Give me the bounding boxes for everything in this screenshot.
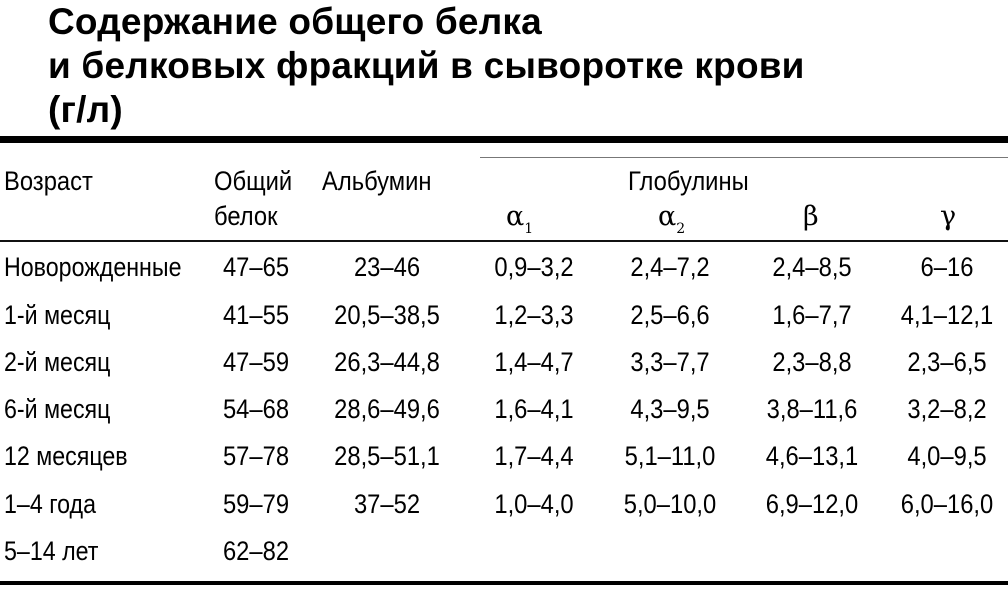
- globulins-span-rule: [480, 157, 1008, 158]
- cell-age: 1-й месяц: [4, 300, 111, 330]
- cell-a2: 3,3–7,7: [630, 347, 710, 377]
- cell-beta: 4,6–13,1: [765, 441, 859, 471]
- bottom-rule: [0, 581, 1008, 585]
- cell-age: 5–14 лет: [4, 536, 99, 566]
- cell-a1: 0,9–3,2: [494, 252, 574, 282]
- cell-beta: 2,3–8,8: [772, 347, 852, 377]
- header-gamma: γ: [940, 201, 957, 232]
- alpha1-subscript: 1: [524, 221, 534, 237]
- cell-total: 59–79: [222, 489, 290, 519]
- cell-gamma: 2,3–6,5: [907, 347, 987, 377]
- header-age: Возраст: [4, 166, 93, 196]
- cell-age: 12 месяцев: [4, 441, 128, 471]
- cell-a1: 1,4–4,7: [494, 347, 574, 377]
- cell-a1: 1,7–4,4: [494, 441, 574, 471]
- cell-albumin: 20,5–38,5: [334, 300, 440, 330]
- cell-total: 62–82: [222, 536, 290, 566]
- cell-beta: 6,9–12,0: [765, 489, 859, 519]
- cell-total: 47–59: [222, 347, 290, 377]
- header-globulins: Глобулины: [628, 166, 749, 196]
- cell-a2: 2,5–6,6: [630, 300, 710, 330]
- cell-albumin: 28,6–49,6: [334, 394, 440, 424]
- cell-gamma: 4,0–9,5: [907, 441, 987, 471]
- cell-a1: 1,6–4,1: [494, 394, 574, 424]
- title-line-1: Содержание общего белка: [48, 1, 542, 42]
- title-line-3: (г/л): [48, 89, 123, 130]
- alpha2-symbol: α: [658, 201, 677, 232]
- cell-age: 6-й месяц: [4, 394, 111, 424]
- title-line-2: и белковых фракций в сыворотке крови: [48, 45, 805, 86]
- header-total-protein-line1: Общий: [214, 166, 293, 196]
- cell-gamma: 6,0–16,0: [900, 489, 994, 519]
- cell-age: 1–4 года: [4, 489, 97, 519]
- cell-a2: 5,0–10,0: [623, 489, 717, 519]
- header-rule: [0, 240, 1008, 242]
- cell-age: Новорожденные: [4, 252, 182, 282]
- cell-age: 2-й месяц: [4, 347, 111, 377]
- alpha1-symbol: α: [506, 201, 525, 232]
- cell-beta: 1,6–7,7: [772, 300, 852, 330]
- cell-gamma: 6–16: [920, 252, 974, 282]
- cell-a1: 1,2–3,3: [494, 300, 574, 330]
- cell-a2: 4,3–9,5: [630, 394, 710, 424]
- cell-a1: 1,0–4,0: [494, 489, 574, 519]
- header-total-protein-line2: белок: [214, 201, 278, 231]
- cell-albumin: 37–52: [353, 489, 421, 519]
- cell-total: 54–68: [222, 394, 290, 424]
- document-title: [48, 0, 998, 132]
- cell-gamma: 3,2–8,2: [907, 394, 987, 424]
- cell-beta: 2,4–8,5: [772, 252, 852, 282]
- cell-a2: 5,1–11,0: [624, 441, 716, 471]
- cell-total: 57–78: [222, 441, 290, 471]
- cell-a2: 2,4–7,2: [630, 252, 710, 282]
- header-beta: β: [803, 201, 819, 232]
- alpha2-subscript: 2: [676, 221, 686, 237]
- cell-gamma: 4,1–12,1: [900, 300, 994, 330]
- cell-total: 47–65: [222, 252, 290, 282]
- cell-beta: 3,8–11,6: [766, 394, 858, 424]
- header-alpha1: [506, 201, 534, 237]
- cell-albumin: 26,3–44,8: [334, 347, 440, 377]
- header-albumin: Альбумин: [322, 166, 432, 196]
- cell-total: 41–55: [222, 300, 290, 330]
- cell-albumin: 23–46: [353, 252, 421, 282]
- cell-albumin: 28,5–51,1: [334, 441, 440, 471]
- header-alpha2: [658, 201, 686, 237]
- top-thick-rule: [0, 136, 1008, 143]
